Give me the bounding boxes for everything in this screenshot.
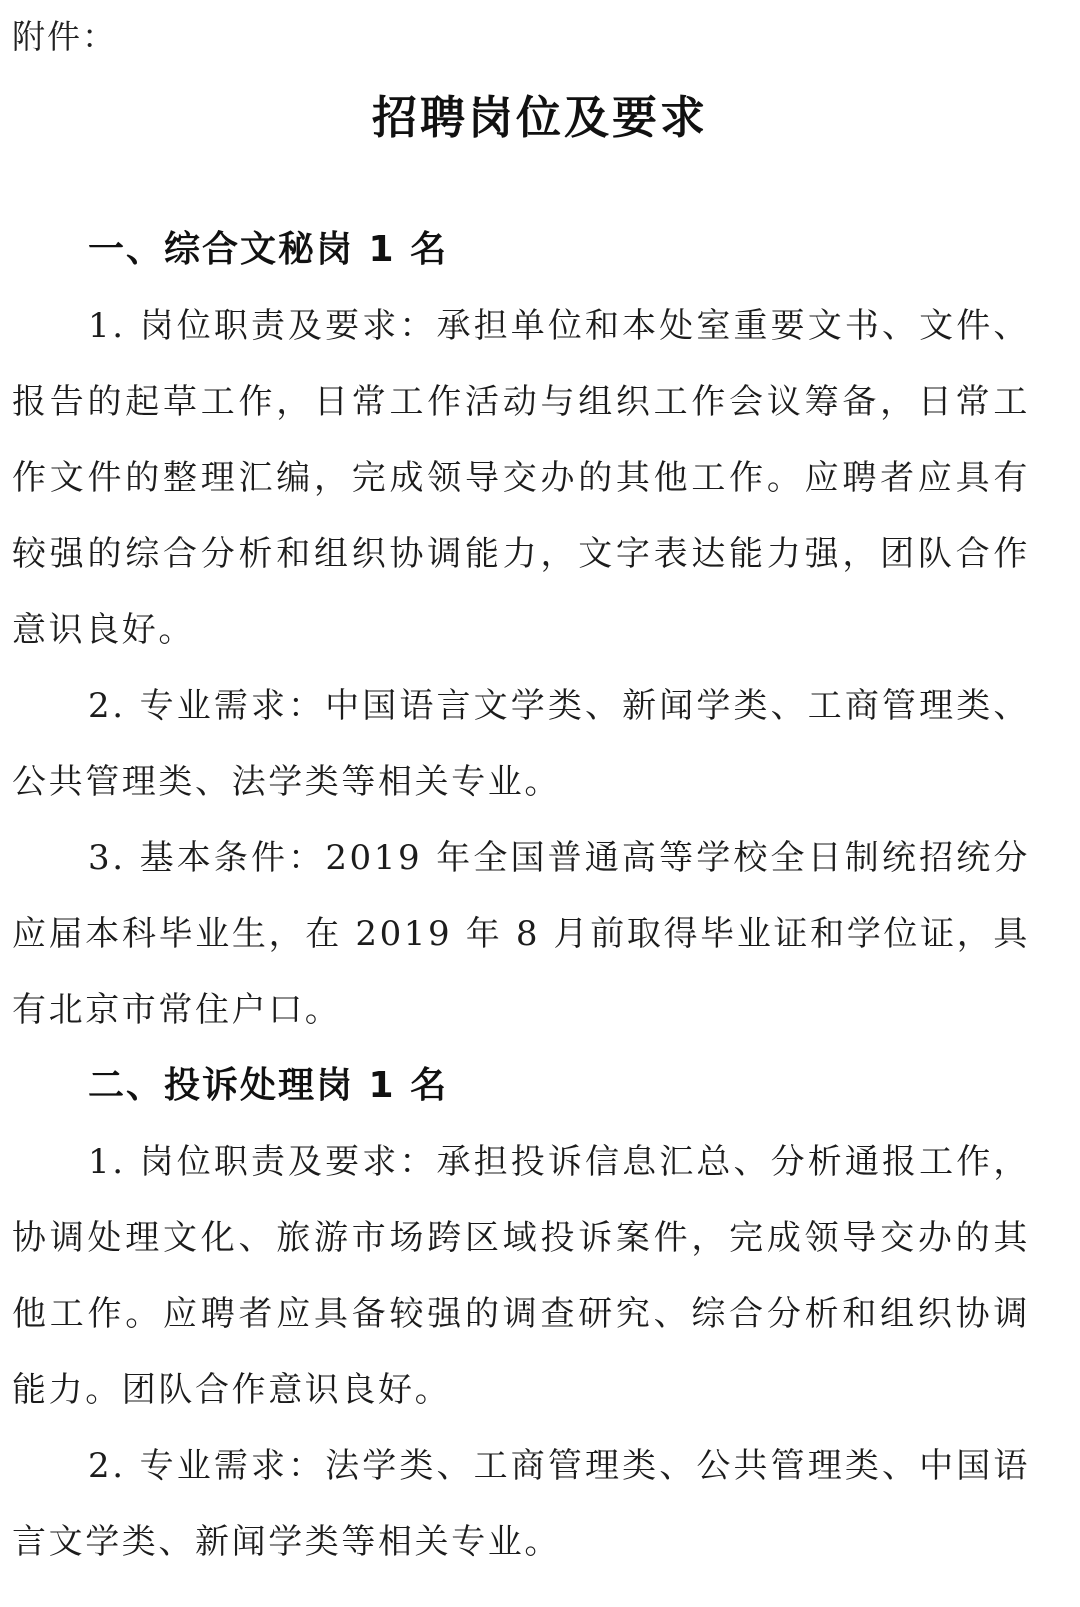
attachment-label: 附件： [12,17,117,56]
document-title: 招聘岗位及要求 [371,91,708,144]
document-body [12,212,1030,1580]
secretary-duties-paragraph: 1. 岗位职责及要求：承担单位和本处室重要文书、文件、报告的起草工作，日常工作活动与组织工作会议筹备，日常工作文件的整理汇编，完成领导交办的其他工作。应聘者应具有较强的综合分析和组织协调能力，文字表达能力强，团队合作意识良好。 [12,306,1030,650]
secretary-conditions-paragraph: 3. 基本条件：2019 年全国普通高等学校全日制统招统分应届本科毕业生，在 2019 年 8 月前取得毕业证和学位证，具有北京市常住户口。 [12,838,1030,1030]
complaints-majors-paragraph: 2. 专业需求：法学类、工商管理类、公共管理类、中国语言文学类、新闻学类等相关专业。 [12,1446,1030,1562]
section-heading-complaints: 二、投诉处理岗 1 名 [88,1065,449,1106]
secretary-majors-paragraph: 2. 专业需求：中国语言文学类、新闻学类、工商管理类、公共管理类、法学类等相关专业。 [12,686,1030,802]
complaints-duties-paragraph: 1. 岗位职责及要求：承担投诉信息汇总、分析通报工作，协调处理文化、旅游市场跨区域投诉案件，完成领导交办的其他工作。应聘者应具备较强的调查研究、综合分析和组织协调能力。团队合作意识良好。 [12,1142,1030,1410]
section-heading-secretary: 一、综合文秘岗 1 名 [88,229,449,270]
